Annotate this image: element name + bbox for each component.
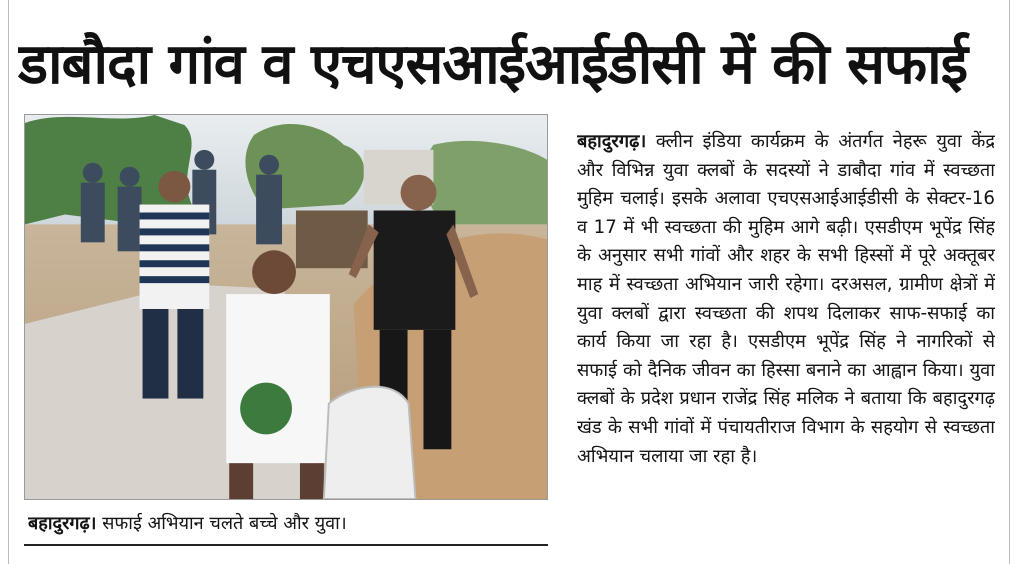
caption-text: सफाई अभियान चलते बच्चे और युवा। xyxy=(96,513,347,534)
page-right-rule xyxy=(1009,0,1010,564)
caption-rule xyxy=(24,544,548,546)
headline: डाबौदा गांव व एचएसआईआईडीसी में की सफाई xyxy=(18,32,968,97)
article-place: बहादुरगढ़। xyxy=(577,131,647,152)
photo-caption xyxy=(28,508,548,540)
waste-sack xyxy=(324,387,416,499)
article-text: क्लीन इंडिया कार्यक्रम के अंतर्गत नेहरू युवा केंद्र और विभिन्न युवा क्लबों के सदस्यों ने डाबौदा गांव में स्वच्छता मुहिम चलाई। इसके अलावा एचएसआईआईडीसी के सेक्टर-16 व 17 में भी स्वच्छता की मुहिम आगे बढ़ी। एसडीएम भूपेंद्र सिंह के अनुसार सभी गांवों और शहर के सभी हिस्सों में पूरे अक्तूबर माह में स्वच्छता अभियान जारी रहेगा। दरअसल, ग्रामीण क्षेत्रों में युवा क्लबों द्वारा स्वच्छता की शपथ दिलाकर साफ-सफाई का कार्य किया जा रहा है। एसडीएम भूपेंद्र सिंह ने नागरिकों से सफाई को दैनिक जीवन का हिस्सा बनाने का आह्वान किया। युवा क्लबों के प्रदेश प्रधान राजेंद्र सिंह मलिक ने बताया कि बहादुरगढ़ खंड के सभी गांवों में पंचायतीराज विभाग के सहयोग से स्वच्छता अभियान चलाया जा रहा है। xyxy=(577,131,995,467)
article-body xyxy=(577,128,995,540)
page-left-rule xyxy=(8,0,9,564)
news-photo-illustration xyxy=(25,115,547,499)
news-photo xyxy=(24,114,548,500)
article-paragraph xyxy=(577,128,995,471)
caption-place: बहादुरगढ़। xyxy=(28,513,97,534)
